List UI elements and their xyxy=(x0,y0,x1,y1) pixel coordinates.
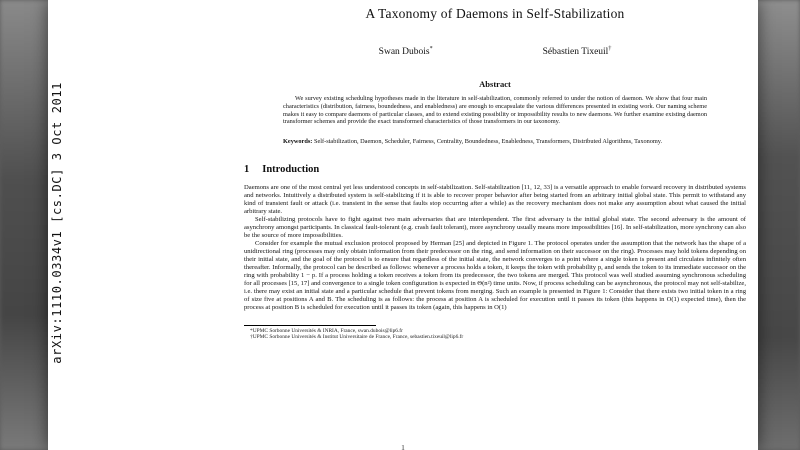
section-heading-introduction xyxy=(244,164,746,175)
paper-page xyxy=(48,0,758,450)
abstract-heading: Abstract xyxy=(479,79,511,90)
footnote-rule xyxy=(244,325,376,326)
paragraph-2: Self-stabilizing protocols have to fight against two main adversaries that are interdependent. The first adversary is the initial global state. The second adversary is the amount of asynchrony amongst participants. In classical fault-tolerant (e.g. crash fault tolerant), more asynchrony usually means more impossibilities [16]. In self-stabilization, more synchrony can also be the source of more impossibilities. xyxy=(244,215,746,239)
footnote-2: †UPMC Sorbonne Universités & Institut Universitaire de France, France, sebastien.tixeuil@lip6.fr xyxy=(250,334,464,341)
author-1-name: Swan Dubois xyxy=(378,47,430,58)
footnote-1: *UPMC Sorbonne Universités & INRIA, France, swan.dubois@lip6.fr xyxy=(250,327,403,334)
footnote-area xyxy=(244,325,746,342)
keywords-label: Keywords: xyxy=(283,137,313,145)
author-1 xyxy=(379,46,433,57)
page-number: 1 xyxy=(401,443,405,450)
abstract-text: We survey existing scheduling hypotheses made in the literature in self-stabilization, commonly referred to under the notion of daemon. We show that four main characteristics (distribution, fairness, boundedness, and enabledness) are enough to encapsulate the various differences presented in existing work. Our naming scheme makes it easy to compare daemons of particular classes, and to extend existing possibility or impossibility results to new daemons. We further examine existing daemon transformer schemes and provide the exact transformed characteristics of those transformers in our taxonomy. xyxy=(283,95,707,126)
paragraph-3: Consider for example the mutual exclusion protocol proposed by Herman [25] and depicted in Figure 1. The protocol operates under the assumption that the network has the shape of a unidirectional ring (processes may only obtain information from their predecessor on the ring, and send information on their successor on the ring). Processes may hold tokens depending on their initial state, and the goal of the protocol is to ensure that regardless of the initial state, the network converges to a point where a single token is present and circulates infinitely often thereafter. Informally, the protocol can be described as follows: whenever a process holds a token, it keeps the token with probability p, and sends the token to its immediate successor on the ring with probability 1 − p. If a process holding a token receives a token from its predecessor, the two tokens are merged. This protocol was well studied assuming synchronous scheduling for all processes [15, 17] and convergence to a single token configuration is expected in Θ(n²) time units. Now, if process scheduling can be asynchronous, the protocol may not self-stabilize, i.e. there may exist an initial state and a particular schedule that prevent tokens from merging. Such an example is presented in Figure 1: Consider that there exists two initial token in a ring of size five at positions A and B. The scheduling is as follows: the process at position A is scheduled for execution until it passes its token (this happens in O(1) expected time), then the process at position B is scheduled for execution until it passes its token (again, this happens in O(1) xyxy=(244,239,746,311)
paper-title: A Taxonomy of Daemons in Self-Stabilization xyxy=(365,6,625,21)
author-2 xyxy=(543,46,612,57)
section-title: Introduction xyxy=(262,163,320,175)
keywords-line xyxy=(283,138,707,146)
keywords-text: Self-stabilization, Daemon, Scheduler, Fairness, Centrality, Boundedness, Enabledness, Transformers, Distributed Algorithms, Taxonomy. xyxy=(313,137,663,145)
author-2-mark: † xyxy=(608,46,612,52)
paper-content xyxy=(244,0,746,341)
author-2-name: Sébastien Tixeuil xyxy=(542,47,609,58)
author-1-mark: * xyxy=(429,46,433,52)
abstract-block xyxy=(283,95,707,146)
arxiv-stamp: arXiv:1110.0334v1 [cs.DC] 3 Oct 2011 xyxy=(50,82,64,364)
paragraph-1: Daemons are one of the most central yet less understood concepts in self-stabilization. Self-stabilization [11, 12, 33] is a versatile approach to enable forward recovery in distributed systems and networks. Intuitively a distributed system is self-stabilizing if it is able to recover proper behavior after being started from an arbitrary initial global state. This permit to withstand any kind of transient fault or attack (i.e. transient in the sense that faults stop occurring after a while) as the recovery mechanism does not make any assumption about what caused the initial arbitrary state. xyxy=(244,183,746,215)
section-number: 1 xyxy=(244,163,250,175)
authors-row xyxy=(244,46,746,57)
